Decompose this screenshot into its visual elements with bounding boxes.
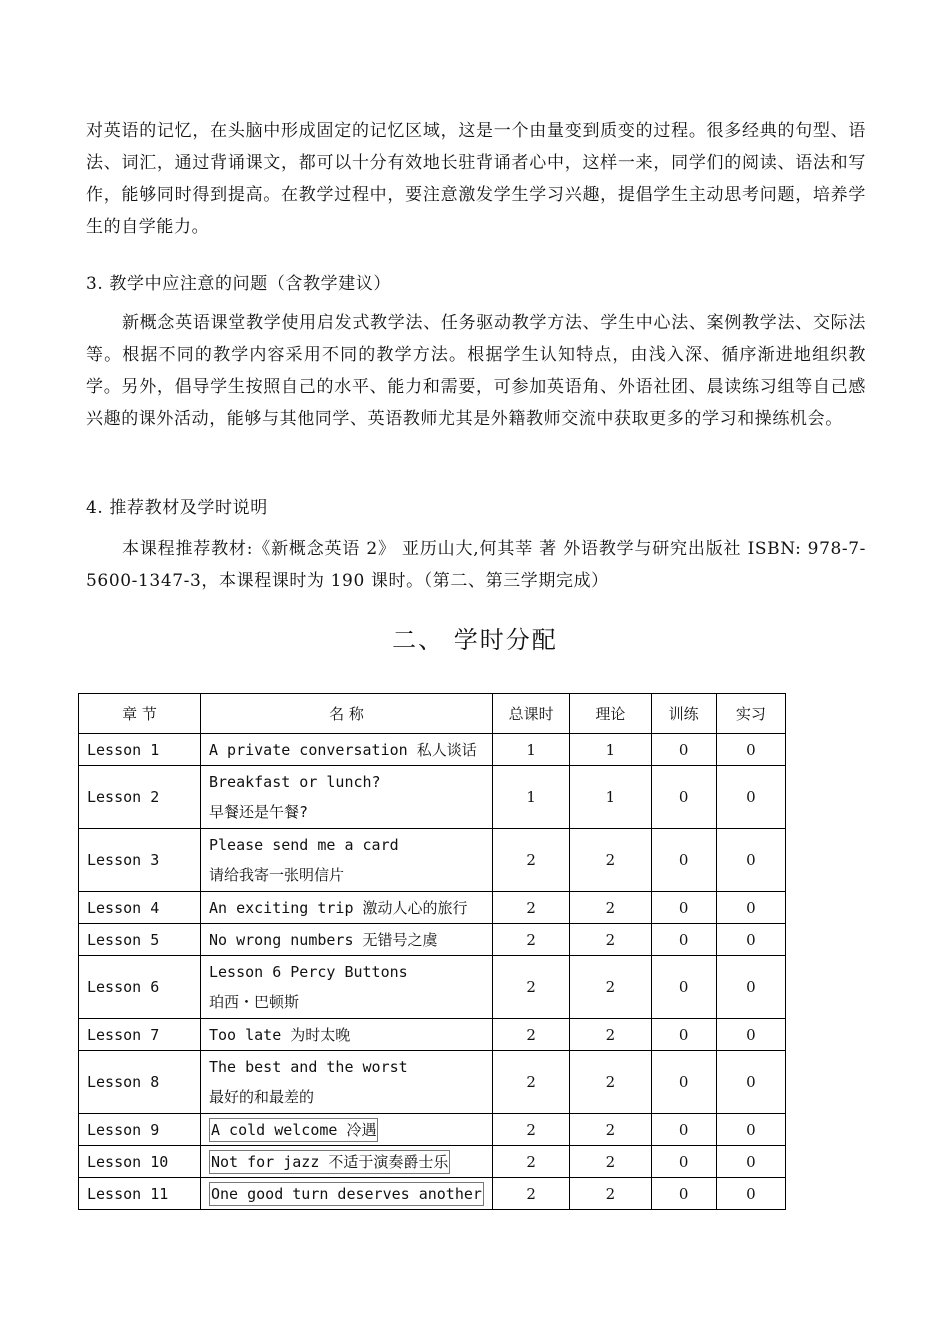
cell-chapter: Lesson 11 — [79, 1178, 201, 1210]
cell-chapter: Lesson 1 — [79, 734, 201, 766]
cell-chapter: Lesson 10 — [79, 1146, 201, 1178]
table-row — [79, 829, 786, 892]
paragraph-memory: 对英语的记忆，在头脑中形成固定的记忆区域，这是一个由量变到质变的过程。很多经典的句型、语法、词汇，通过背诵课文，都可以十分有效地长驻背诵者心中，这样一来，同学们的阅读、语法和写作，能够同时得到提高。在教学过程中，要注意激发学生学习兴趣，提倡学生主动思考问题，培养学生的自学能力。 — [86, 121, 866, 237]
cell-practice: 0 — [716, 1114, 785, 1146]
hours-allocation-table — [78, 693, 786, 1210]
cell-training: 0 — [651, 1178, 716, 1210]
cell-practice: 0 — [716, 829, 785, 892]
cell-training: 0 — [651, 829, 716, 892]
cell-theory: 2 — [570, 1051, 651, 1114]
table-body — [79, 734, 786, 1210]
table-row — [79, 766, 786, 829]
cell-practice: 0 — [716, 1146, 785, 1178]
cell-chapter: Lesson 4 — [79, 892, 201, 924]
name-line: 珀西・巴顿斯 — [209, 993, 300, 1011]
name-line: An exciting trip 激动人心的旅行 — [209, 898, 468, 917]
cell-practice: 0 — [716, 1051, 785, 1114]
cell-name — [201, 1019, 493, 1051]
table-row — [79, 956, 786, 1019]
name-line: The best and the worst — [209, 1058, 408, 1076]
cell-total-hours: 2 — [492, 956, 569, 1019]
cell-theory: 2 — [570, 956, 651, 1019]
table-row — [79, 1178, 786, 1210]
header-total-hours: 总课时 — [492, 694, 569, 734]
cell-practice: 0 — [716, 956, 785, 1019]
cell-chapter: Lesson 6 — [79, 956, 201, 1019]
cell-practice: 0 — [716, 1019, 785, 1051]
cell-practice: 0 — [716, 734, 785, 766]
cell-total-hours: 2 — [492, 924, 569, 956]
cell-name — [201, 892, 493, 924]
name-line: A cold welcome 冷遇 — [209, 1118, 378, 1142]
cell-training: 0 — [651, 734, 716, 766]
name-line: Not for jazz 不适于演奏爵士乐 — [209, 1150, 450, 1174]
cell-training: 0 — [651, 924, 716, 956]
cell-theory: 2 — [570, 924, 651, 956]
table-header-row — [79, 694, 786, 734]
cell-practice: 0 — [716, 924, 785, 956]
cell-theory: 1 — [570, 766, 651, 829]
table-row — [79, 1051, 786, 1114]
cell-training: 0 — [651, 766, 716, 829]
cell-total-hours: 2 — [492, 892, 569, 924]
name-line: One good turn deserves another — [209, 1182, 484, 1206]
cell-theory: 2 — [570, 892, 651, 924]
cell-name — [201, 956, 493, 1019]
table-row — [79, 1019, 786, 1051]
header-name: 名 称 — [201, 694, 493, 734]
table-row — [79, 924, 786, 956]
cell-total-hours: 1 — [492, 734, 569, 766]
cell-total-hours: 2 — [492, 1178, 569, 1210]
heading-textbook: 4. 推荐教材及学时说明 — [86, 498, 268, 518]
cell-training: 0 — [651, 1019, 716, 1051]
cell-training: 0 — [651, 1051, 716, 1114]
paragraph-textbook-info: 本课程推荐教材:《新概念英语 2》 亚历山大,何其莘 著 外语教学与研究出版社 ISBN: 978-7-5600-1347-3，本课程课时为 190 课时。（第二、第三学期完成） — [86, 539, 866, 591]
table-row — [79, 734, 786, 766]
cell-total-hours: 2 — [492, 1146, 569, 1178]
table-row — [79, 892, 786, 924]
name-line: Breakfast or lunch? — [209, 773, 381, 791]
cell-chapter: Lesson 5 — [79, 924, 201, 956]
cell-theory: 2 — [570, 1019, 651, 1051]
heading-teaching-issues: 3. 教学中应注意的问题（含教学建议） — [86, 274, 392, 294]
cell-theory: 2 — [570, 1114, 651, 1146]
cell-total-hours: 2 — [492, 1019, 569, 1051]
cell-name — [201, 1146, 493, 1178]
cell-name — [201, 829, 493, 892]
header-training: 训练 — [651, 694, 716, 734]
cell-theory: 2 — [570, 1178, 651, 1210]
cell-practice: 0 — [716, 892, 785, 924]
name-line: A private conversation 私人谈话 — [209, 740, 477, 759]
cell-total-hours: 1 — [492, 766, 569, 829]
cell-total-hours: 2 — [492, 1051, 569, 1114]
cell-theory: 2 — [570, 829, 651, 892]
cell-total-hours: 2 — [492, 829, 569, 892]
cell-name — [201, 766, 493, 829]
name-line: 早餐还是午餐? — [209, 803, 309, 821]
cell-name — [201, 1051, 493, 1114]
header-chapter: 章 节 — [79, 694, 201, 734]
name-line: No wrong numbers 无错号之虞 — [209, 930, 438, 949]
cell-total-hours: 2 — [492, 1114, 569, 1146]
name-line: 最好的和最差的 — [209, 1088, 315, 1106]
name-line: Please send me a card — [209, 836, 399, 854]
cell-theory: 1 — [570, 734, 651, 766]
cell-training: 0 — [651, 1146, 716, 1178]
table-row — [79, 1146, 786, 1178]
section-title: 二、 学时分配 — [392, 626, 558, 654]
cell-chapter: Lesson 2 — [79, 766, 201, 829]
header-theory: 理论 — [570, 694, 651, 734]
cell-name — [201, 734, 493, 766]
cell-chapter: Lesson 9 — [79, 1114, 201, 1146]
cell-name — [201, 1178, 493, 1210]
cell-practice: 0 — [716, 1178, 785, 1210]
table-row — [79, 1114, 786, 1146]
cell-practice: 0 — [716, 766, 785, 829]
header-practice: 实习 — [716, 694, 785, 734]
cell-chapter: Lesson 8 — [79, 1051, 201, 1114]
cell-name — [201, 924, 493, 956]
cell-training: 0 — [651, 1114, 716, 1146]
cell-training: 0 — [651, 892, 716, 924]
name-line: Lesson 6 Percy Buttons — [209, 963, 408, 981]
cell-chapter: Lesson 7 — [79, 1019, 201, 1051]
name-line: 请给我寄一张明信片 — [209, 866, 345, 884]
paragraph-teaching-methods: 新概念英语课堂教学使用启发式教学法、任务驱动教学方法、学生中心法、案例教学法、交际法等。根据不同的教学内容采用不同的教学方法。根据学生认知特点，由浅入深、循序渐进地组织教学。另外，倡导学生按照自己的水平、能力和需要，可参加英语角、外语社团、晨读练习组等自己感兴趣的课外活动，能够与其他同学、英语教师尤其是外籍教师交流中获取更多的学习和操练机会。 — [86, 313, 866, 429]
cell-chapter: Lesson 3 — [79, 829, 201, 892]
cell-name — [201, 1114, 493, 1146]
cell-theory: 2 — [570, 1146, 651, 1178]
name-line: Too late 为时太晚 — [209, 1025, 351, 1044]
cell-training: 0 — [651, 956, 716, 1019]
